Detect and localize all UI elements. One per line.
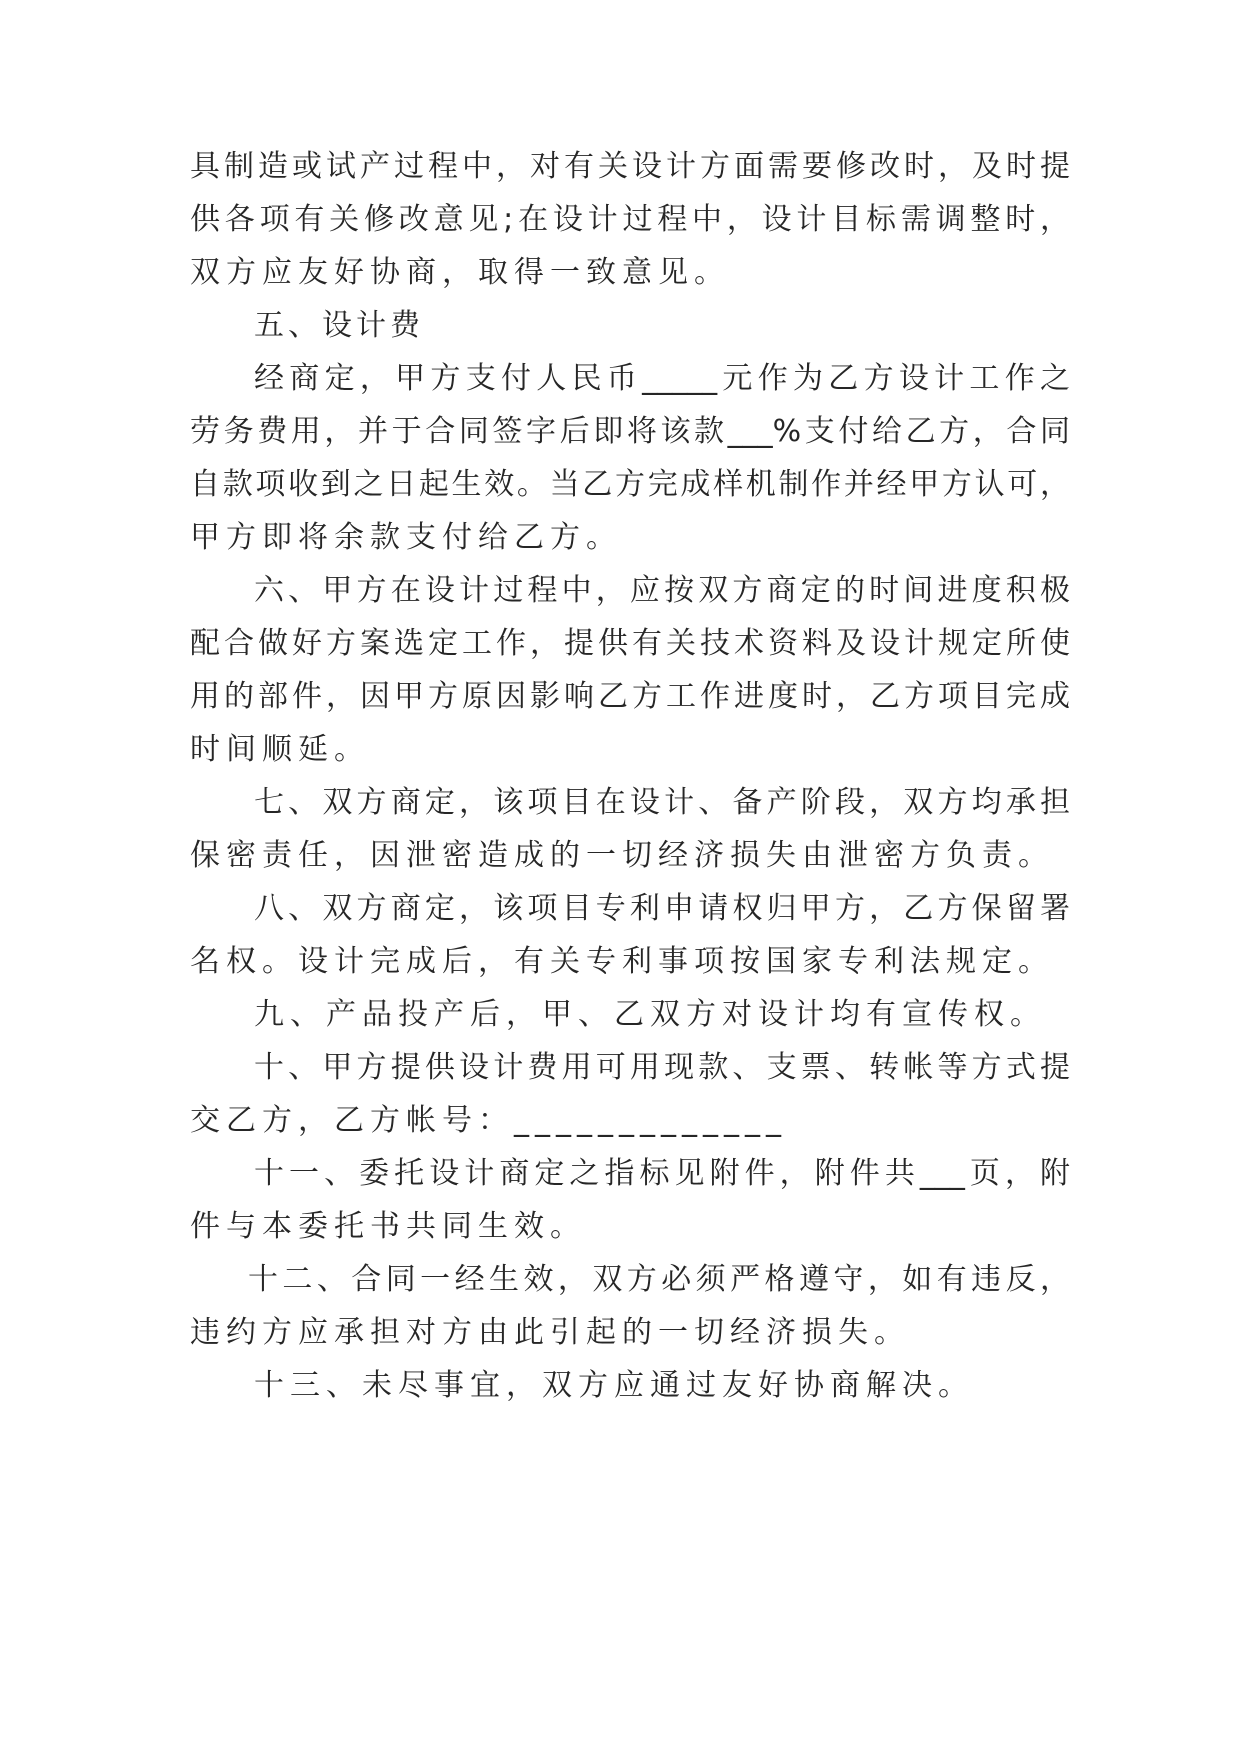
section-heading: 五、设计费 (254, 308, 424, 343)
text-line: 劳务费用，并于合同签字后即将该款___%支付给乙方，合同 (190, 414, 1070, 449)
text-line: 违约方应承担对方由此引起的一切经济损失。 (190, 1315, 910, 1350)
text-line: 十、甲方提供设计费用可用现款、支票、转帐等方式提 (254, 1050, 1070, 1085)
text-line: 十三、未尽事宜，双方应通过友好协商解决。 (254, 1368, 974, 1403)
text-line: 名权。设计完成后，有关专利事项按国家专利法规定。 (190, 944, 1054, 979)
text-line: 十一、委托设计商定之指标见附件，附件共___页，附 (254, 1156, 1070, 1191)
text-line: 双方应友好协商，取得一致意见。 (190, 255, 730, 290)
text-line: 具制造或试产过程中，对有关设计方面需要修改时，及时提 (190, 149, 1070, 184)
text-line: 件与本委托书共同生效。 (190, 1209, 586, 1244)
text-line: 十二、合同一经生效，双方必须严格遵守，如有违反， (248, 1262, 1070, 1297)
text-line: 六、甲方在设计过程中，应按双方商定的时间进度积极 (254, 573, 1070, 608)
text-line: 时间顺延。 (190, 732, 370, 767)
text-line: 自款项收到之日起生效。当乙方完成样机制作并经甲方认可， (190, 467, 1070, 502)
text-line: 保密责任，因泄密造成的一切经济损失由泄密方负责。 (190, 838, 1054, 873)
text-line: 交乙方，乙方帐号：_____________ (190, 1103, 787, 1138)
text-line: 供各项有关修改意见;在设计过程中，设计目标需调整时， (190, 202, 1070, 237)
text-line: 用的部件，因甲方原因影响乙方工作进度时，乙方项目完成 (190, 679, 1070, 714)
text-line: 七、双方商定，该项目在设计、备产阶段，双方均承担 (254, 785, 1070, 820)
text-line: 配合做好方案选定工作，提供有关技术资料及设计规定所使 (190, 626, 1070, 661)
text-line: 甲方即将余款支付给乙方。 (190, 520, 622, 555)
text-line: 九、产品投产后，甲、乙双方对设计均有宣传权。 (254, 997, 1046, 1032)
text-line: 八、双方商定，该项目专利申请权归甲方，乙方保留署 (254, 891, 1070, 926)
text-line: 经商定，甲方支付人民币_____元作为乙方设计工作之 (254, 361, 1070, 396)
